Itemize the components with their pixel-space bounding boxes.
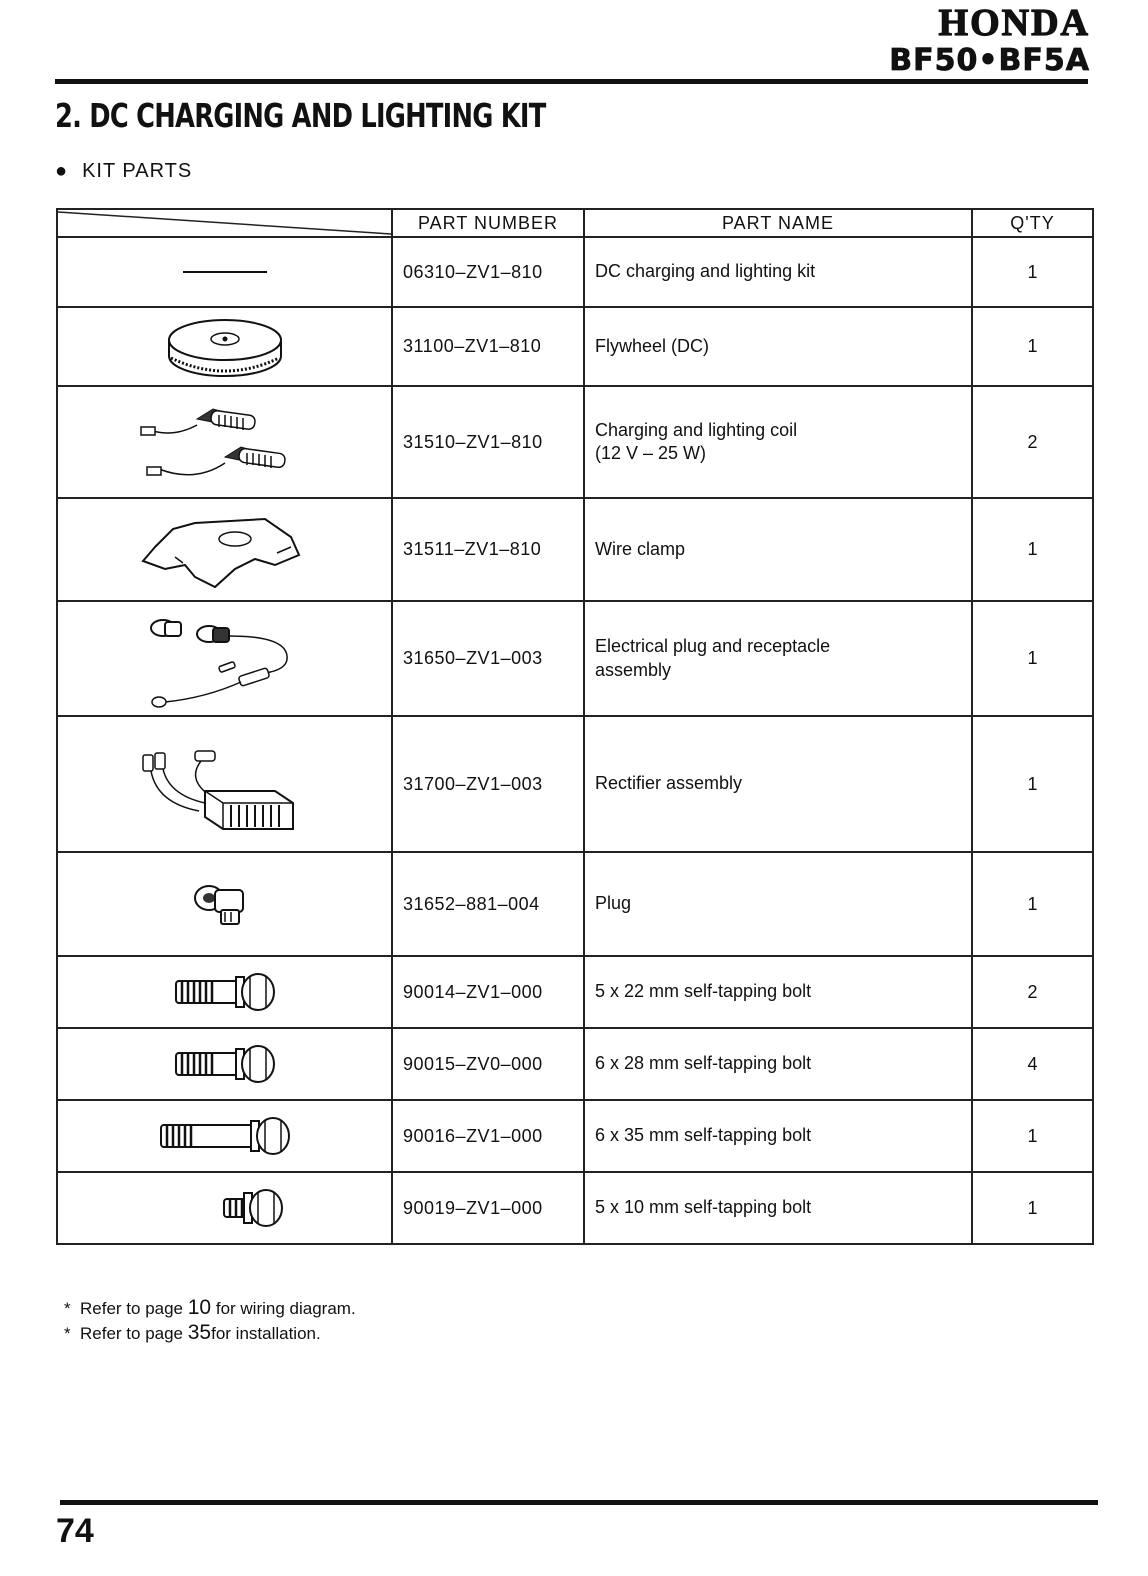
footnote-installation bbox=[64, 1321, 356, 1346]
footnote-wiring bbox=[64, 1296, 356, 1321]
part-name-line: 6 x 35 mm self-tapping bolt bbox=[595, 1125, 812, 1146]
bolt-icon bbox=[170, 967, 280, 1017]
part-name bbox=[584, 716, 972, 852]
table-row bbox=[57, 386, 1093, 498]
part-number: 31652–881–004 bbox=[392, 852, 584, 956]
part-number: 06310–ZV1–810 bbox=[392, 237, 584, 307]
plug-icon bbox=[185, 874, 265, 934]
table-row bbox=[57, 1100, 1093, 1172]
part-number: 31510–ZV1–810 bbox=[392, 386, 584, 498]
diagonal-header-cell bbox=[57, 209, 392, 237]
wire-clamp-icon bbox=[135, 507, 315, 592]
part-name-line: Wire clamp bbox=[595, 538, 686, 559]
part-name-line: Flywheel (DC) bbox=[595, 335, 710, 356]
footnote-prefix: Refer to page bbox=[80, 1324, 184, 1343]
quantity: 1 bbox=[972, 237, 1093, 307]
parts-table bbox=[56, 208, 1094, 1245]
table-row bbox=[57, 601, 1093, 716]
header-qty: Q'TY bbox=[972, 209, 1093, 237]
part-name bbox=[584, 237, 972, 307]
illustration-cell bbox=[57, 237, 392, 307]
illustration-cell bbox=[57, 1172, 392, 1244]
part-name bbox=[584, 1100, 972, 1172]
rectifier-icon bbox=[135, 729, 315, 839]
part-name-line: 5 x 22 mm self-tapping bolt bbox=[595, 981, 812, 1002]
illustration-cell bbox=[57, 852, 392, 956]
brand-header bbox=[790, 4, 1090, 76]
illustration-cell bbox=[57, 386, 392, 498]
table-row bbox=[57, 307, 1093, 386]
table-row bbox=[57, 716, 1093, 852]
part-name-line: 6 x 28 mm self-tapping bolt bbox=[595, 1053, 812, 1074]
bolt-icon bbox=[170, 1039, 280, 1089]
quantity: 1 bbox=[972, 498, 1093, 601]
part-number: 31100–ZV1–810 bbox=[392, 307, 584, 386]
top-divider bbox=[55, 79, 1088, 84]
quantity: 1 bbox=[972, 852, 1093, 956]
part-number: 90015–ZV0–000 bbox=[392, 1028, 584, 1100]
part-name bbox=[584, 601, 972, 716]
footnote-suffix: for wiring diagram. bbox=[215, 1299, 356, 1318]
bolt-icon bbox=[155, 1111, 295, 1161]
table-row bbox=[57, 852, 1093, 956]
bolt-icon bbox=[218, 1183, 288, 1233]
section-title: 2. DC CHARGING AND LIGHTING KIT bbox=[55, 96, 546, 135]
illustration-cell bbox=[57, 716, 392, 852]
quantity: 2 bbox=[972, 956, 1093, 1028]
part-name bbox=[584, 307, 972, 386]
footnote-marker: * bbox=[64, 1324, 71, 1343]
part-number: 90014–ZV1–000 bbox=[392, 956, 584, 1028]
illustration-cell bbox=[57, 1028, 392, 1100]
part-name-line: DC charging and lighting kit bbox=[595, 261, 816, 282]
brand-name: HONDA bbox=[938, 2, 1090, 44]
part-name-line: Rectifier assembly bbox=[595, 773, 743, 794]
plug-receptacle-icon bbox=[135, 606, 315, 711]
part-name bbox=[584, 498, 972, 601]
model-name: BF50•BF5A bbox=[889, 43, 1090, 78]
footnote-prefix: Refer to page bbox=[80, 1299, 184, 1318]
part-name bbox=[584, 852, 972, 956]
quantity: 1 bbox=[972, 307, 1093, 386]
part-name-line: Charging and lighting coil bbox=[595, 419, 798, 440]
footnotes bbox=[64, 1296, 356, 1346]
part-name bbox=[584, 1172, 972, 1244]
quantity: 1 bbox=[972, 601, 1093, 716]
part-name bbox=[584, 386, 972, 498]
bullet-icon: ● bbox=[55, 160, 69, 182]
header-part-name: PART NAME bbox=[584, 209, 972, 237]
dash-line-icon bbox=[175, 267, 275, 277]
part-name bbox=[584, 956, 972, 1028]
part-name-line: (12 V – 25 W) bbox=[595, 443, 707, 463]
table-row bbox=[57, 956, 1093, 1028]
part-number: 90019–ZV1–000 bbox=[392, 1172, 584, 1244]
header-part-number: PART NUMBER bbox=[392, 209, 584, 237]
part-name-line: assembly bbox=[595, 659, 672, 680]
part-number: 31511–ZV1–810 bbox=[392, 498, 584, 601]
quantity: 1 bbox=[972, 1100, 1093, 1172]
part-name-line: Electrical plug and receptacle bbox=[595, 636, 831, 657]
table-row bbox=[57, 1172, 1093, 1244]
quantity: 2 bbox=[972, 386, 1093, 498]
part-name-line: Plug bbox=[595, 893, 632, 914]
part-number: 31700–ZV1–003 bbox=[392, 716, 584, 852]
bottom-divider bbox=[60, 1500, 1098, 1505]
illustration-cell bbox=[57, 307, 392, 386]
table-row bbox=[57, 1028, 1093, 1100]
quantity: 1 bbox=[972, 1172, 1093, 1244]
footnote-marker: * bbox=[64, 1299, 71, 1318]
footnote-suffix: for installation. bbox=[211, 1324, 321, 1343]
footnote-page: 10 bbox=[187, 1296, 212, 1319]
table-row bbox=[57, 498, 1093, 601]
flywheel-icon bbox=[165, 312, 285, 382]
part-number: 31650–ZV1–003 bbox=[392, 601, 584, 716]
illustration-cell bbox=[57, 1100, 392, 1172]
table-row bbox=[57, 237, 1093, 307]
subheading bbox=[55, 160, 192, 183]
part-name bbox=[584, 1028, 972, 1100]
quantity: 4 bbox=[972, 1028, 1093, 1100]
quantity: 1 bbox=[972, 716, 1093, 852]
illustration-cell bbox=[57, 601, 392, 716]
part-number: 90016–ZV1–000 bbox=[392, 1100, 584, 1172]
illustration-cell bbox=[57, 956, 392, 1028]
coil-icon bbox=[135, 397, 315, 487]
illustration-cell bbox=[57, 498, 392, 601]
footnote-page: 35 bbox=[187, 1321, 212, 1344]
part-name-line: 5 x 10 mm self-tapping bolt bbox=[595, 1197, 812, 1218]
subheading-text: KIT PARTS bbox=[82, 160, 193, 182]
page-number: 74 bbox=[56, 1512, 94, 1550]
table-header-row bbox=[57, 209, 1093, 237]
